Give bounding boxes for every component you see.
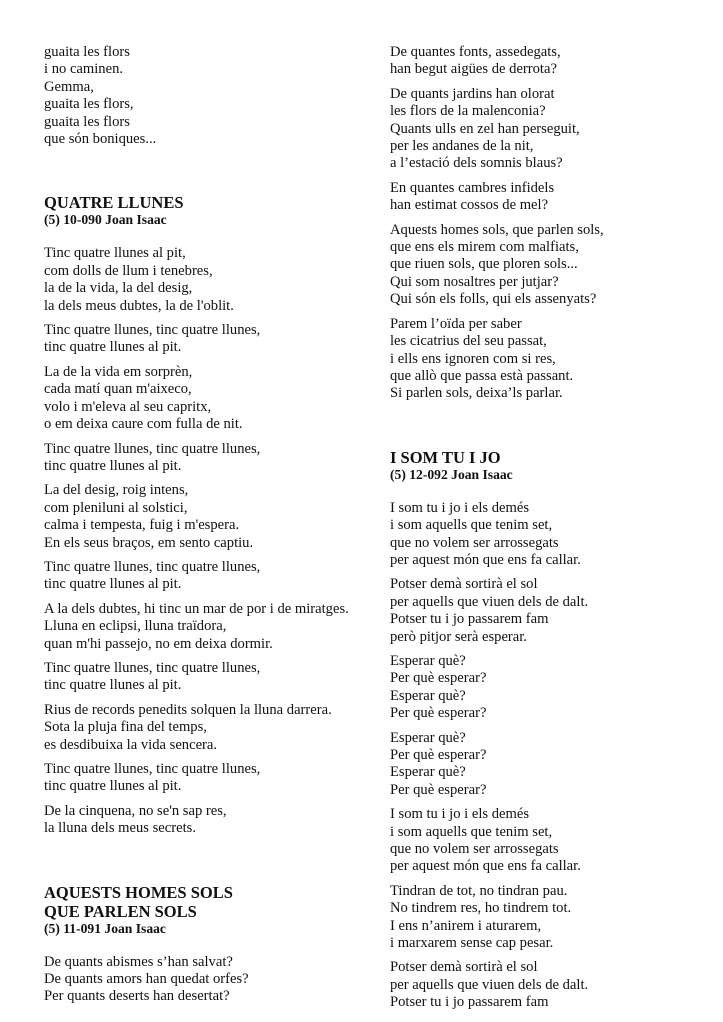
verse-line: i marxarem sense cap pesar. [390, 935, 554, 952]
verse-line: Esperar què? [390, 729, 466, 746]
verse-line: De quants abismes s’han salvat? [44, 953, 233, 970]
verse-line: la de la vida, la del desig, [44, 280, 193, 297]
verse-line: Rius de records penedits solquen la lluna darrera. [44, 701, 332, 718]
verse-line: tinc quatre llunes al pit. [44, 778, 182, 795]
right-column [390, 44, 710, 1019]
verse-line: les cicatrius del seu passat, [390, 333, 547, 350]
song [44, 883, 364, 1006]
continued-stanza [44, 44, 364, 148]
stanza [44, 954, 364, 1006]
verse-line: La del desig, roig intens, [44, 482, 189, 499]
verse-line: Per què esperar? [390, 705, 487, 722]
verse-line: En quantes cambres infidels [390, 179, 555, 196]
stanza [390, 500, 710, 570]
verse-line: Gemma, [44, 78, 94, 95]
verse-line: Tindran de tot, no tindran pau. [390, 882, 568, 899]
verse-line: i som aquells que tenim set, [390, 517, 553, 534]
verse-line: tinc quatre llunes al pit. [44, 677, 182, 694]
verse-line: Tinc quatre llunes, tinc quatre llunes, [44, 761, 261, 777]
verse-line: que ens els mirem com malfiats, [390, 239, 579, 256]
section-spacer [44, 845, 364, 883]
verse-line: volo i m'eleva al seu capritx, [44, 398, 212, 415]
verse-line: Parem l’oïda per saber [390, 315, 522, 332]
verse-line: De quants jardins han olorat [390, 85, 555, 102]
verse-line: com dolls de llum i tenebres, [44, 262, 213, 279]
stanza [44, 702, 364, 754]
verse-line: De la cinquena, no se'n sap res, [44, 802, 227, 819]
verse-line: i no caminen. [44, 61, 124, 78]
verse-line: es desdibuixa la vida sencera. [44, 736, 218, 753]
verse-line: o em deixa caure com fulla de nit. [44, 416, 243, 433]
verse-line: Esperar què? [390, 687, 466, 704]
verse-line: com pleniluni al solstici, [44, 499, 188, 516]
verse-line: i ells ens ignoren com si res, [390, 350, 556, 367]
stanza [44, 761, 364, 796]
continued-stanza [390, 222, 710, 309]
verse-line: A la dels dubtes, hi tinc un mar de por i de miratges. [44, 600, 349, 617]
verse-line: Tinc quatre llunes, tinc quatre llunes, [44, 659, 261, 676]
verse-line: Potser demà sortirà el sol [390, 576, 538, 593]
song [44, 193, 364, 837]
verse-line: Tinc quatre llunes, tinc quatre llunes, [44, 558, 261, 575]
verse-line: Qui som nosaltres per jutjar? [390, 273, 559, 290]
verse-line: guaita les flors, [44, 96, 134, 113]
verse-line: I ens n’anirem i aturarem, [390, 917, 542, 934]
stanza [44, 559, 364, 594]
verse-line: han begut aigües de derrota? [390, 61, 557, 78]
verse-line: cada matí quan m'aixeco, [44, 381, 192, 398]
verse-line: Quants ulls en zel han perseguit, [390, 120, 580, 137]
stanza [44, 660, 364, 695]
verse-line: la lluna dels meus secrets. [44, 820, 196, 837]
verse-line: per les andanes de la nit, [390, 138, 534, 155]
verse-line: que no volem ser arrossegats [390, 534, 559, 551]
stanza [390, 730, 710, 800]
verse-line: Per quants deserts han desertat? [44, 988, 230, 1005]
stanza [44, 245, 364, 315]
verse-line: i som aquells que tenim set, [390, 823, 553, 840]
song-meta: (5) 11-091 Joan Isaac [44, 920, 166, 936]
stanza [44, 441, 364, 476]
verse-line: Potser tu i jo passarem fam [390, 611, 549, 628]
verse-line: No tindrem res, ho tindrem tot. [390, 900, 572, 917]
verse-line: Si parlen sols, deixa’ls parlar. [390, 385, 563, 402]
verse-line: Esperar què? [390, 764, 466, 781]
song-meta: (5) 10-090 Joan Isaac [44, 212, 167, 228]
verse-line: calma i tempesta, fuig i m'espera. [44, 517, 240, 534]
verse-line: Per què esperar? [390, 747, 487, 763]
verse-line: I som tu i jo i els demés [390, 806, 530, 823]
stanza [390, 576, 710, 646]
verse-line: per aquells que viuen dels de dalt. [390, 976, 589, 993]
verse-line: De quants amors han quedat orfes? [44, 971, 249, 988]
stanza [390, 883, 710, 953]
verse-line: Per què esperar? [390, 670, 487, 687]
stanza [390, 806, 710, 876]
verse-line: la dels meus dubtes, la de l'oblit. [44, 297, 234, 314]
song-title: I SOM TU I JO [390, 447, 501, 467]
song-title: QUE PARLEN SOLS [44, 901, 197, 921]
verse-line: Potser tu i jo passarem fam [390, 994, 549, 1011]
verse-line: que riuen sols, que ploren sols... [390, 256, 578, 273]
verse-line: que són boniques... [44, 131, 157, 148]
verse-line: Aquests homes sols, que parlen sols, [390, 221, 604, 238]
verse-line: Qui són els folls, qui els assenyats? [390, 291, 597, 308]
verse-line: per aquest món que ens fa callar. [390, 858, 581, 875]
verse-line: Sota la pluja fina del temps, [44, 719, 207, 736]
verse-line: Potser demà sortirà el sol [390, 959, 538, 976]
verse-line: les flors de la malenconia? [390, 103, 546, 120]
stanza [44, 601, 364, 653]
verse-line: En els seus braços, em sento captiu. [44, 534, 254, 551]
verse-line: Lluna en eclipsi, lluna traïdora, [44, 618, 227, 635]
verse-line: tinc quatre llunes al pit. [44, 339, 182, 356]
verse-line: Tinc quatre llunes al pit, [44, 245, 186, 262]
stanza [390, 653, 710, 723]
verse-line: Tinc quatre llunes, tinc quatre llunes, [44, 322, 261, 339]
verse-line: guaita les flors [44, 113, 130, 130]
verse-line: per aquells que viuen dels de dalt. [390, 593, 589, 610]
continued-stanza [390, 44, 710, 79]
verse-line: guaita les flors [44, 44, 130, 60]
verse-line: quan m'hi passejo, no em deixa dormir. [44, 635, 273, 652]
section-spacer [44, 155, 364, 193]
verse-line: De quantes fonts, assedegats, [390, 44, 561, 60]
song [390, 448, 710, 1012]
stanza [390, 959, 710, 1011]
verse-line: han estimat cossos de mel? [390, 197, 549, 214]
section-spacer [390, 410, 710, 448]
stanza [44, 364, 364, 434]
verse-line: tinc quatre llunes al pit. [44, 457, 182, 474]
verse-line: que no volem ser arrossegats [390, 841, 559, 858]
stanza [44, 803, 364, 838]
verse-line: per aquest món que ens fa callar. [390, 551, 581, 568]
verse-line: Tinc quatre llunes, tinc quatre llunes, [44, 440, 261, 457]
continued-stanza [390, 316, 710, 403]
verse-line: La de la vida em sorprèn, [44, 363, 193, 380]
verse-line: però pitjor serà esperar. [390, 628, 527, 645]
verse-line: que allò que passa està passant. [390, 367, 574, 384]
verse-line: Esperar què? [390, 652, 466, 669]
song-meta: (5) 12-092 Joan Isaac [390, 466, 513, 482]
song-title: AQUESTS HOMES SOLS [44, 882, 233, 902]
stanza [44, 482, 364, 552]
left-column [44, 44, 364, 1013]
verse-line: Per què esperar? [390, 781, 487, 798]
song-title: QUATRE LLUNES [44, 193, 184, 213]
verse-line: I som tu i jo i els demés [390, 499, 530, 516]
verse-line: tinc quatre llunes al pit. [44, 576, 182, 593]
stanza [44, 322, 364, 357]
verse-line: a l’estació dels somnis blaus? [390, 155, 563, 172]
continued-stanza [390, 180, 710, 215]
continued-stanza [390, 86, 710, 173]
